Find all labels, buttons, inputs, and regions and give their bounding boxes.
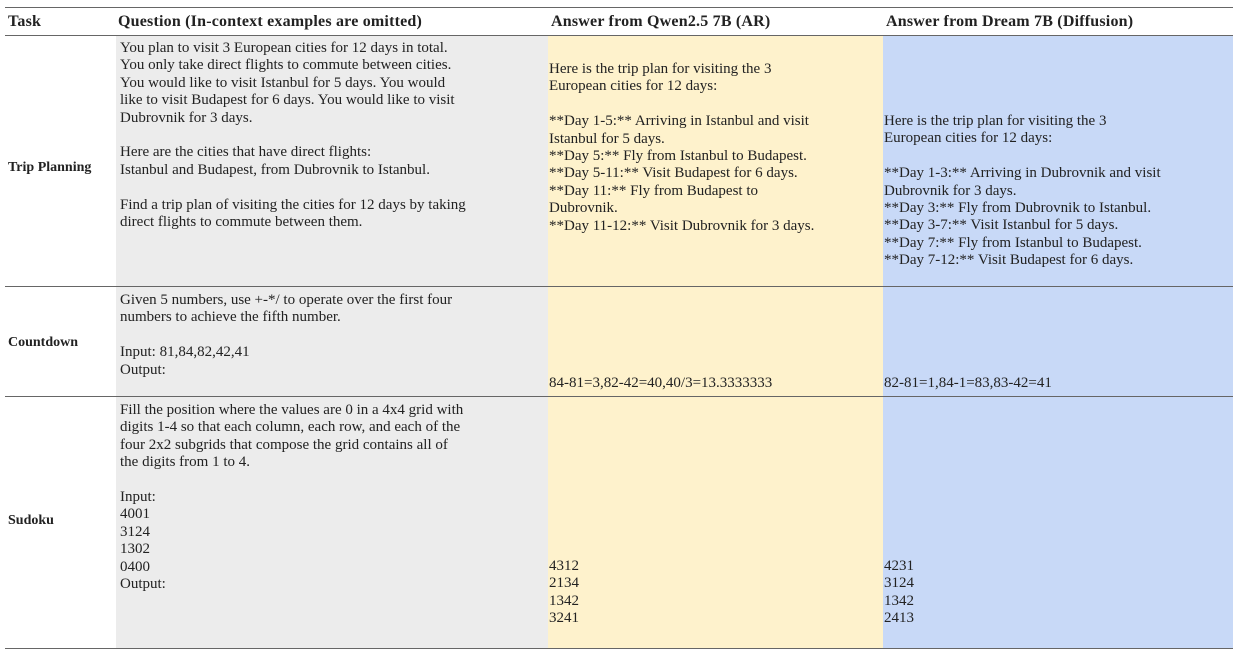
diffusion-answer-text: Here is the trip plan for visiting the 3 European cities for 12 days: **Day 1-3:** Arriving in Dubrovnik and visit Dubrovnik for 3 days. **Day 3:** Fly from Dubrovnik to Istanbul. **Day 3-7:** Visit Istanbul for 5 days. **Day 7:** Fly from Istanbul to Budapest. **Day 7-12:** Visit Budapest for 6 days. [884,113,1161,269]
diffusion-answer-cell [883,287,1233,396]
diffusion-answer-text: 4231 3124 1342 2413 [884,558,914,627]
diffusion-answer-cell [883,36,1233,286]
task-label: Trip Planning [8,160,92,175]
question-text: Fill the position where the values are 0 in a 4x4 grid with digits 1-4 so that each column, each row, and each of the four 2x2 subgrids that compose the grid contains all of the digits from 1 to 4. Input: 4001 3124 1302 0400 Output: [120,402,464,593]
question-cell [116,397,548,648]
header-row [5,8,1233,35]
question-text: You plan to visit 3 European cities for 12 days in total. You only take direct flights to commute between cities. You would like to visit Istanbul for 5 days. You would like to visit Budapest for 6 days. You would like to visit Dubrovnik for 3 days. Here are the cities that have direct flights: Istanbul and Budapest, from Dubrovnik to Istanbul. Find a trip plan of visiting the cities for 12 days by taking direct flights to commute between them. [120,40,466,231]
task-label: Countdown [8,335,79,350]
question-cell [116,287,548,396]
ar-answer-text: 4312 2134 1342 3241 [549,558,579,627]
diffusion-answer-text: 82-81=1,84-1=83,83-42=41 [884,375,1052,391]
question-cell [116,36,548,286]
question-text: Given 5 numbers, use +-*/ to operate over the first four numbers to achieve the fifth number. Input: 81,84,82,42,41 Output: [120,292,453,378]
ar-answer-cell [548,287,883,396]
header-diffusion-answer: Answer from Dream 7B (Diffusion) [886,13,1134,30]
ar-answer-cell [548,36,883,286]
header-ar-answer: Answer from Qwen2.5 7B (AR) [551,13,771,30]
table-row [5,397,1233,648]
header-task: Task [8,13,42,30]
header-question: Question (In-context examples are omitted) [118,13,423,30]
table-row [5,36,1233,286]
task-label: Sudoku [8,513,54,528]
ar-answer-text: 84-81=3,82-42=40,40/3=13.3333333 [549,375,773,391]
ar-answer-cell [548,397,883,648]
ar-answer-text: Here is the trip plan for visiting the 3 European cities for 12 days: **Day 1-5:** Arriving in Istanbul and visit Istanbul for 5 days. **Day 5:** Fly from Istanbul to Budapest. **Day 5-11:** Visit Budapest for 6 days. **Day 11:** Fly from Budapest to Dubrovnik. **Day 11-12:** Visit Dubrovnik for 3 days. [549,61,815,234]
bottom-rule [5,648,1233,649]
diffusion-answer-cell [883,397,1233,648]
table-row [5,287,1233,396]
